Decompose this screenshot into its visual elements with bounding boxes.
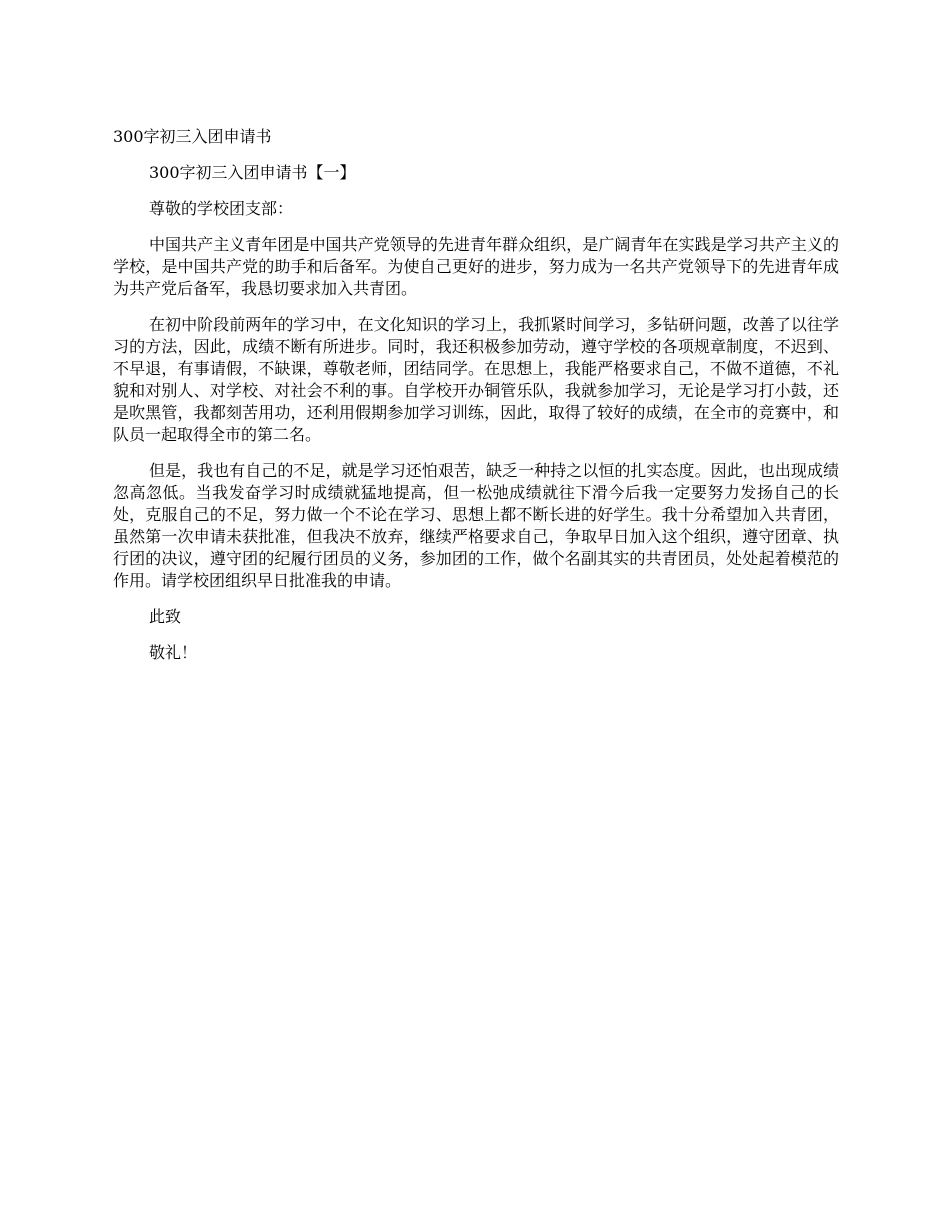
body-paragraph: 中国共产主义青年团是中国共产党领导的先进青年群众组织，是广阔青年在实践是学习共产主义的学校，是中国共产党的助手和后备军。为使自己更好的进步，努力成为一名共产党领导下的先进青年成为共产党后备军，我恳切要求加入共青团。: [113, 235, 839, 298]
regards: 敬礼！: [149, 643, 198, 662]
body-paragraph: 在初中阶段前两年的学习中，在文化知识的学习上，我抓紧时间学习，多钻研问题，改善了以往学习的方法，因此，成绩不断有所进步。同时，我还积极参加劳动，遵守学校的各项规章制度，不迟到、不早退，有事请假，不缺课，尊敬老师，团结同学。在思想上，我能严格要求自己，不做不道德，不礼貌和对别人、对学校、对社会不利的事。自学校开办铜管乐队，我就参加学习，无论是学习打小鼓，还是吹黑管，我都刻苦用功，还利用假期参加学习训练，因此，取得了较好的成绩，在全市的竞赛中，和队员一起取得全市的第二名。: [113, 315, 839, 444]
body-paragraph: 但是，我也有自己的不足，就是学习还怕艰苦，缺乏一种持之以恒的扎实态度。因此，也出现成绩忽高忽低。当我发奋学习时成绩就猛地提高，但一松弛成绩就往下滑今后我一定要努力发扬自己的长处，克服自己的不足，努力做一个不论在学习、思想上都不断长进的好学生。我十分希望加入共青团，虽然第一次申请未获批准，但我决不放弃，继续严格要求自己，争取早日加入这个组织，遵守团章、执行团的决议，遵守团的纪履行团员的义务，参加团的工作，做个名副其实的共青团员，处处起着模范的作用。请学校团组织早日批准我的申请。: [113, 461, 839, 590]
document-subtitle: 300字初三入团申请书【一】: [149, 163, 356, 182]
document-page: [113, 126, 839, 678]
document-title: 300字初三入团申请书: [113, 127, 272, 146]
closing: 此致: [149, 607, 182, 626]
salutation: 尊敬的学校团支部：: [149, 199, 294, 218]
